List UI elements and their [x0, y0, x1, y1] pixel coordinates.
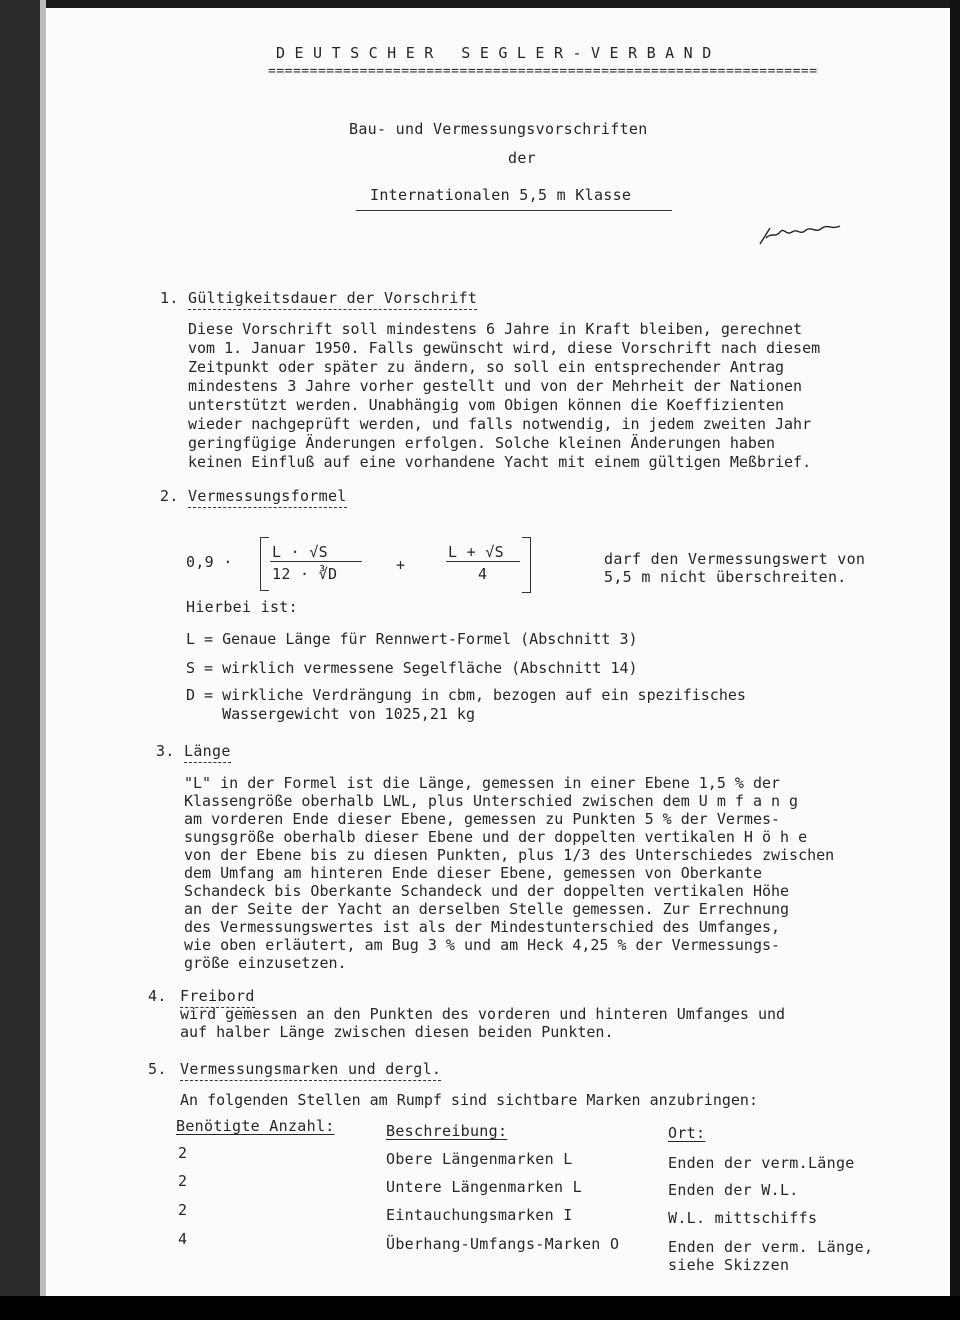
section-1-line: unterstützt werden. Unabhängig vom Obigen können die Koeffizienten — [188, 396, 785, 414]
table-header-location: Ort: — [668, 1124, 706, 1142]
section-2-number: 2. — [160, 487, 179, 505]
table-cell-count: 2 — [178, 1201, 188, 1219]
section-3-line: am vorderen Ende dieser Ebene, gemessen zu Punkten 5 % der Vermes- — [184, 810, 781, 828]
section-2-heading: Vermessungsformel — [188, 487, 347, 508]
formula-fraction-1-denominator: 12 · ∛D — [272, 565, 338, 583]
title-line-2: der — [508, 149, 536, 167]
section-5-intro: An folgenden Stellen am Rumpf sind sichtbare Marken anzubringen: — [180, 1091, 758, 1109]
formula-note-line-2: 5,5 m nicht überschreiten. — [604, 568, 847, 586]
table-cell-description: Untere Längenmarken L — [386, 1178, 582, 1196]
formula-note-line-1: darf den Vermessungswert von — [604, 550, 866, 568]
scan-binding-edge — [0, 0, 40, 1320]
section-3-line: wie oben erläutert, am Bug 3 % und am Heck 4,25 % der Vermessungs- — [184, 936, 781, 954]
section-3-number: 3. — [156, 742, 175, 760]
title-line-1: Bau- und Vermessungsvorschriften — [349, 120, 648, 138]
header-double-rule: ================================================================== — [268, 64, 818, 79]
section-3-line: an der Seite der Yacht an derselben Stelle gemessen. Zur Errechnung — [184, 900, 790, 918]
title-line-3: Internationalen 5,5 m Klasse — [370, 186, 632, 204]
section-4-line: auf halber Länge zwischen diesen beiden Punkten. — [180, 1023, 614, 1041]
section-1-heading: Gültigkeitsdauer der Vorschrift — [188, 289, 477, 310]
section-3-heading: Länge — [184, 742, 231, 763]
definitions-intro: Hierbei ist: — [186, 598, 298, 616]
table-cell-count: 2 — [178, 1144, 188, 1162]
section-1-line: vom 1. Januar 1950. Falls gewünscht wird, diese Vorschrift nach diesem — [188, 339, 821, 357]
definition-d: D = wirkliche Verdrängung in cbm, bezogen auf ein spezifisches — [186, 686, 746, 704]
table-cell-location: Enden der verm. Länge, — [668, 1238, 874, 1256]
formula-fraction-2-numerator: L + √S — [448, 543, 504, 561]
title-underline — [356, 210, 672, 211]
table-cell-description: Eintauchungsmarken I — [386, 1206, 573, 1224]
table-header-count: Benötigte Anzahl: — [176, 1117, 335, 1135]
section-4-number: 4. — [148, 987, 167, 1005]
formula-fraction-1-bar — [270, 561, 362, 562]
section-1-line: Zeitpunkt oder später zu ändern, so soll ein entsprechender Antrag — [188, 358, 785, 376]
formula-fraction-1-numerator: L · √S — [272, 543, 328, 561]
table-cell-description: Obere Längenmarken L — [386, 1150, 573, 1168]
definition-d-continued: Wassergewicht von 1025,21 kg — [186, 705, 475, 723]
table-cell-count: 2 — [178, 1172, 188, 1190]
table-cell-description: Überhang-Umfangs-Marken O — [386, 1235, 620, 1253]
definition-s: S = wirklich vermessene Segelfläche (Abschnitt 14) — [186, 659, 638, 677]
section-3-line: sungsgröße oberhalb dieser Ebene und der doppelten vertikalen H ö h e — [184, 828, 808, 846]
formula-plus: + — [396, 556, 406, 574]
scan-bottom-edge — [0, 1296, 960, 1320]
section-1-line: mindestens 3 Jahre vorher gestellt und von der Mehrheit der Nationen — [188, 377, 803, 395]
formula-coefficient: 0,9 · — [186, 553, 233, 571]
section-3-line: Schandeck bis Oberkante Schandeck und der doppelten vertikalen Höhe — [184, 882, 790, 900]
formula-left-bracket — [260, 537, 269, 591]
section-1-number: 1. — [160, 289, 179, 307]
formula-fraction-2-denominator: 4 — [478, 565, 488, 583]
formula-fraction-2-bar — [446, 561, 520, 562]
section-1-line: geringfügige Änderungen erfolgen. Solche kleinen Änderungen haben — [188, 434, 775, 452]
section-3-line: Klassengröße oberhalb LWL, plus Unterschied zwischen dem U m f a n g — [184, 792, 799, 810]
section-3-line: von der Ebene bis zu diesen Punkten, plus 1/3 des Unterschiedes zwischen — [184, 846, 835, 864]
table-cell-location: Enden der verm.Länge — [668, 1154, 855, 1172]
section-3-line: größe einzusetzen. — [184, 954, 347, 972]
section-4-heading: Freibord — [180, 987, 255, 1008]
table-cell-location-continued: siehe Skizzen — [668, 1256, 790, 1274]
section-4-line: wird gemessen an den Punkten des vorderen und hinteren Umfanges und — [180, 1005, 786, 1023]
section-1-line: wieder nachgeprüft werden, und falls notwendig, in jedem zweiten Jahr — [188, 415, 812, 433]
table-cell-count: 4 — [178, 1230, 188, 1248]
section-3-line: dem Umfang am hinteren Ende dieser Ebene, gemessen von Oberkante — [184, 864, 762, 882]
section-1-line: keinen Einfluß auf eine vorhandene Yacht mit einem gültigen Meßbrief. — [188, 453, 812, 471]
section-3-line: "L" in der Formel ist die Länge, gemessen in einer Ebene 1,5 % der — [184, 774, 781, 792]
section-3-line: des Vermessungswertes ist als der Mindestunterschied des Umfanges, — [184, 918, 781, 936]
scan-right-edge — [950, 0, 960, 1320]
org-header: DEUTSCHER SEGLER-VERBAND — [276, 44, 721, 62]
section-5-number: 5. — [148, 1060, 167, 1078]
table-header-description: Beschreibung: — [386, 1122, 508, 1140]
handwritten-signature — [756, 214, 846, 254]
formula-right-bracket — [522, 537, 531, 593]
definition-l: L = Genaue Länge für Rennwert-Formel (Abschnitt 3) — [186, 630, 638, 648]
section-1-line: Diese Vorschrift soll mindestens 6 Jahre in Kraft bleiben, gerechnet — [188, 320, 803, 338]
table-cell-location: W.L. mittschiffs — [668, 1209, 818, 1227]
table-cell-location: Enden der W.L. — [668, 1181, 799, 1199]
scan-top-edge — [0, 0, 960, 8]
section-5-heading: Vermessungsmarken und dergl. — [180, 1060, 441, 1081]
